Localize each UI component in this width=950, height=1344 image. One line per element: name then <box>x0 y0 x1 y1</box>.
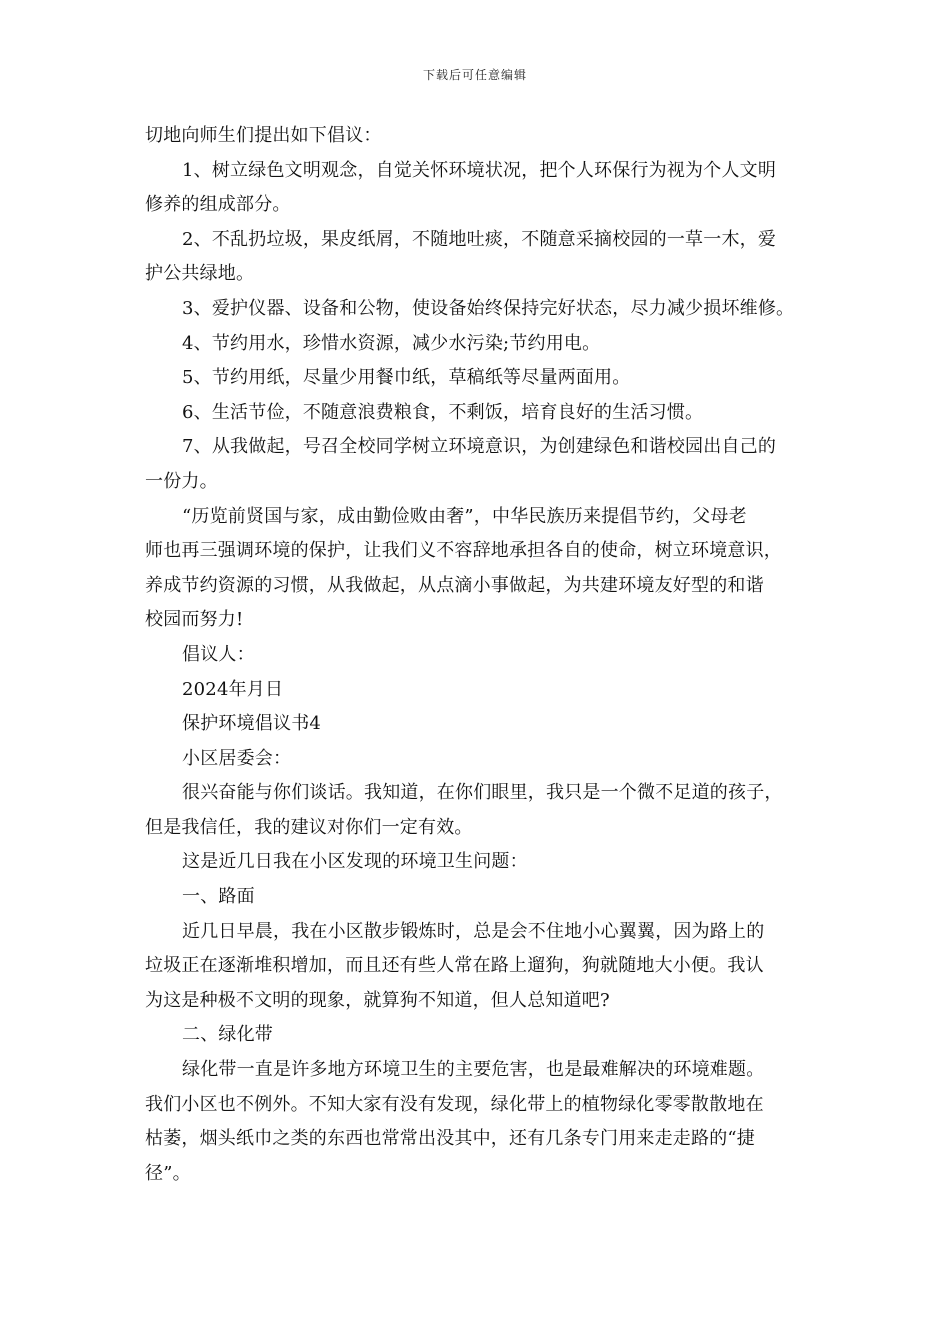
text-line: 很兴奋能与你们谈话。我知道，在你们眼里，我只是一个微不足道的孩子， <box>182 782 783 804</box>
text-line: 6、生活节俭，不随意浪费粮食，不剩饭，培育良好的生活习惯。 <box>182 401 704 423</box>
text-line: 保护环境倡议书4 <box>182 713 322 735</box>
text-line: 绿化带一直是许多地方环境卫生的主要危害，也是最难解决的环境难题。 <box>182 1059 765 1081</box>
text-line: “历览前贤国与家，成由勤俭败由奢”，中华民族历来提倡节约，父母老 <box>182 505 747 527</box>
text-line: 倡议人： <box>182 643 255 665</box>
text-line: 3、爱护仪器、设备和公物，使设备始终保持完好状态，尽力减少损坏维修。 <box>182 297 795 319</box>
text-line: 为这是种极不文明的现象，就算狗不知道，但人总知道吧? <box>145 989 610 1011</box>
text-line: 一、路面 <box>182 886 255 908</box>
text-line: 修养的组成部分。 <box>145 194 291 216</box>
text-line: 近几日早晨，我在小区散步锻炼时，总是会不住地小心翼翼，因为路上的 <box>182 920 765 942</box>
text-line: 护公共绿地。 <box>145 263 255 285</box>
text-line: 养成节约资源的习惯，从我做起，从点滴小事做起，为共建环境友好型的和谐 <box>145 574 764 596</box>
text-line: 7、从我做起，号召全校同学树立环境意识，为创建绿色和谐校园出自己的 <box>182 436 777 458</box>
text-line: 一份力。 <box>145 470 218 492</box>
text-line: 这是近几日我在小区发现的环境卫生问题： <box>182 851 528 873</box>
text-line: 2、不乱扔垃圾，果皮纸屑，不随地吐痰，不随意采摘校园的一草一木，爱 <box>182 228 777 250</box>
text-line: 我们小区也不例外。不知大家有没有发现，绿化带上的植物绿化零零散散地在 <box>145 1093 764 1115</box>
text-line: 2024年月日 <box>182 678 284 700</box>
header-note: 下载后可任意编辑 <box>422 68 527 82</box>
text-line: 二、绿化带 <box>182 1024 273 1046</box>
text-line: 小区居委会： <box>182 747 292 769</box>
text-line: 垃圾正在逐渐堆积增加，而且还有些人常在路上遛狗，狗就随地大小便。我认 <box>145 955 764 977</box>
document-body <box>145 119 825 1191</box>
text-line: 师也再三强调环境的保护，让我们义不容辞地承担各自的使命，树立环境意识， <box>145 540 782 562</box>
text-line: 1、树立绿色文明观念，自觉关怀环境状况，把个人环保行为视为个人文明 <box>182 159 777 181</box>
text-line: 校园而努力! <box>145 609 244 631</box>
text-line: 5、节约用纸，尽量少用餐巾纸，草稿纸等尽量两面用。 <box>182 367 631 389</box>
text-line: 切地向师生们提出如下倡议： <box>145 125 382 146</box>
text-line: 4、节约用水，珍惜水资源，减少水污染;节约用电。 <box>182 332 601 354</box>
text-line: 径”。 <box>145 1162 191 1184</box>
text-line: 但是我信任，我的建议对你们一定有效。 <box>145 816 473 838</box>
text-line: 枯萎，烟头纸巾之类的东西也常常出没其中，还有几条专门用来走走路的“捷 <box>145 1128 755 1150</box>
